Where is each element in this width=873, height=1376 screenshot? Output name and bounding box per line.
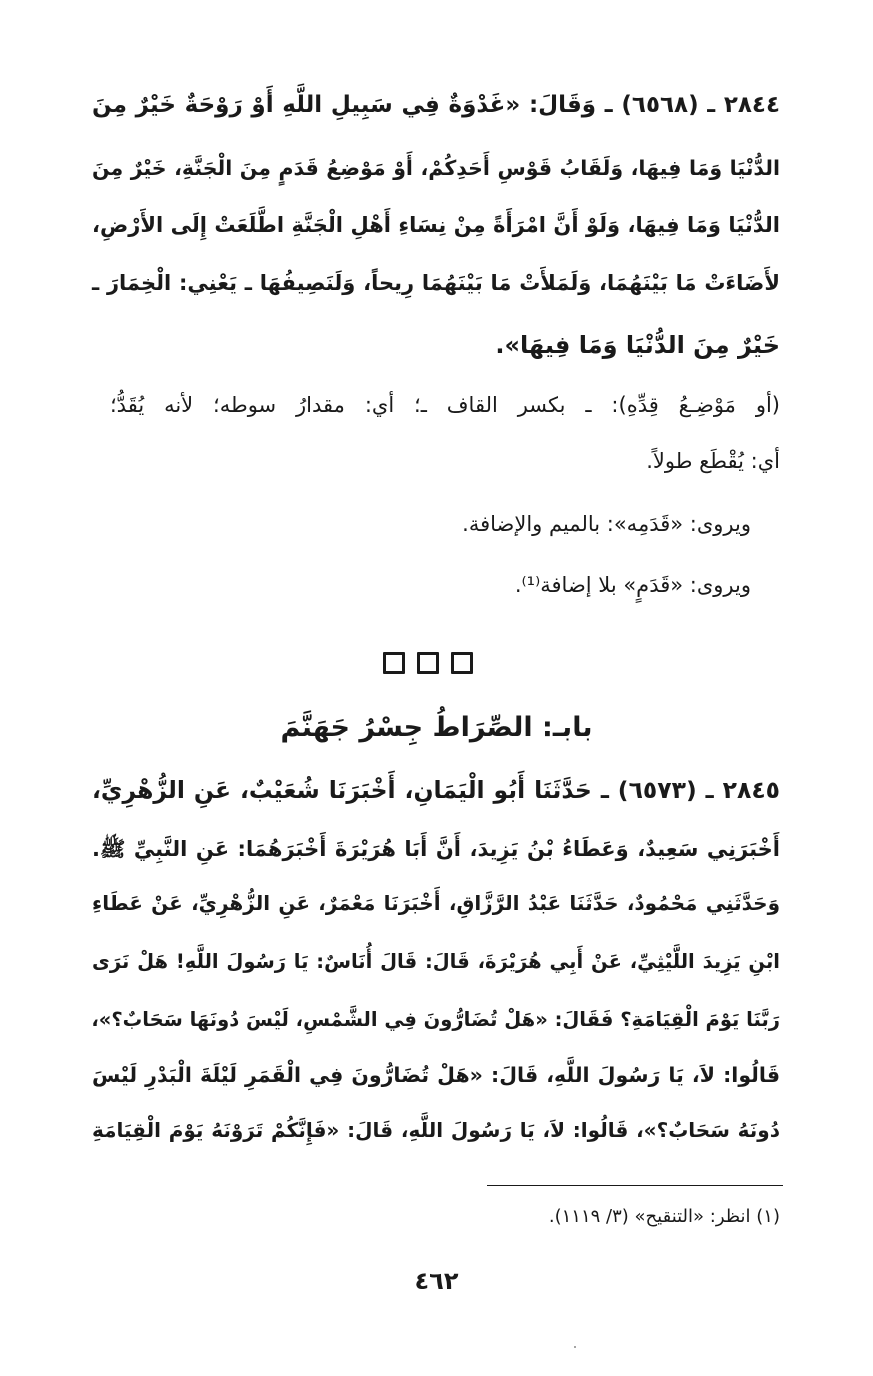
hadith-2844-line-3: الدُّنْيَا وَمَا فِيهَا، وَلَوْ أَنَّ امْرَأَةً مِنْ نِسَاءِ أَهْلِ الْجَنَّةِ اطَّلَعَتْ إِلَى الأَرْضِ، (92, 213, 780, 237)
hadith-2845-line-4: ابْنِ يَزِيدَ اللَّيْثِيِّ، عَنْ أَبِي هُرَيْرَةَ، قَالَ: قَالَ أُنَاسٌ: يَا رَسُولَ اللَّهِ! هَلْ نَرَى (92, 950, 780, 973)
hadith-2845-line-5: رَبَّنَا يَوْمَ الْقِيَامَةِ؟ فَقَالَ: «هَلْ تُضَارُّونَ فِي الشَّمْسِ، لَيْسَ دُونَهَا سَحَابٌ؟»، (91, 1008, 780, 1031)
commentary-line-2: أي: يُقْطَع طولاً. (646, 449, 780, 473)
riwaya-2: ويروى: «قَدَمٍ» بلا إضافة⁽¹⁾. (514, 573, 751, 597)
hadith-2844-line-1: ٢٨٤٤ ـ (٦٥٦٨) ـ وَقَالَ: «غَدْوَةٌ فِي سَبِيلِ اللَّهِ أَوْ رَوْحَةٌ خَيْرٌ مِنَ (92, 92, 781, 118)
hadith-2844-line-2: الدُّنْيَا وَمَا فِيهَا، وَلَقَابُ قَوْسِ أَحَدِكُمْ، أَوْ مَوْضِعُ قَدَمٍ مِنَ الْجَنَّةِ، خَيْرٌ مِنَ (92, 156, 780, 180)
riwaya-1: ويروى: «قَدَمِه»: بالميم والإضافة. (462, 512, 751, 536)
divider-square-icon (417, 652, 439, 674)
hadith-2845-line-6: قَالُوا: لاَ، يَا رَسُولَ اللَّهِ، قَالَ: «هَلْ تُضَارُّونَ فِي الْقَمَرِ لَيْلَةَ الْبَدْرِ لَيْسَ (92, 1063, 780, 1087)
hadith-2845-line-3: وَحَدَّثَنِي مَحْمُودٌ، حَدَّثَنَا عَبْدُ الرَّزَّاقِ، أَخْبَرَنَا مَعْمَرٌ، عَنِ الزُّهْرِيِّ، عَنْ عَطَاءِ (92, 891, 780, 915)
footnote-separator (487, 1185, 783, 1186)
hadith-2844-line-4: لأَضَاءَتْ مَا بَيْنَهُمَا، وَلَمَلأَتْ مَا بَيْنَهُمَا رِيحاً، وَلَنَصِيفُهَا ـ يَعْنِي: الْخِمَارَ ـ (92, 271, 780, 295)
divider-square-icon (383, 652, 405, 674)
divider-square-icon (451, 652, 473, 674)
page-number: ٤٦٢ (414, 1267, 459, 1295)
hadith-2844-line-5: خَيْرٌ مِنَ الدُّنْيَا وَمَا فِيهَا». (495, 331, 780, 359)
footnote: (١) انظر: «التنقيح» (٣/ ١١١٩). (548, 1206, 780, 1227)
commentary-line-1: (أو مَوْضِـعُ قِدِّهِ): ـ بكسر القاف ـ؛ أي: مقدارُ سوطه؛ لأنه يُقَدُّ؛ (110, 393, 780, 417)
section-divider (383, 652, 473, 674)
chapter-heading: بابـ: الصِّرَاطُ جِسْرُ جَهَنَّمَ (280, 712, 593, 743)
hadith-2845-line-2: أَخْبَرَنِي سَعِيدٌ، وَعَطَاءُ بْنُ يَزِيدَ، أَنَّ أَبَا هُرَيْرَةَ أَخْبَرَهُمَا: عَنِ النَّبِيِّ ﷺ. (92, 837, 780, 861)
scan-speck (574, 1346, 576, 1348)
hadith-2845-line-1: ٢٨٤٥ ـ (٦٥٧٣) ـ حَدَّثَنَا أَبُو الْيَمَانِ، أَخْبَرَنَا شُعَيْبٌ، عَنِ الزُّهْرِيِّ، (92, 776, 781, 804)
hadith-2845-line-7: دُونَهُ سَحَابٌ؟»، قَالُوا: لاَ، يَا رَسُولَ اللَّهِ، قَالَ: «فَإِنَّكُمْ تَرَوْنَهُ يَوْمَ الْقِيَامَةِ (92, 1118, 780, 1142)
